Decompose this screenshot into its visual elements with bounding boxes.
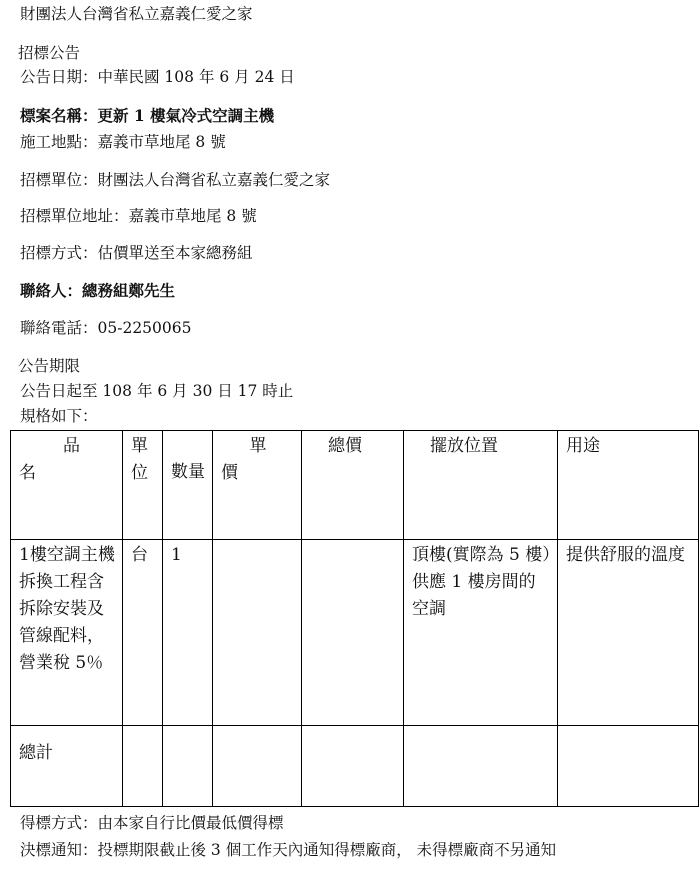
total-empty-cell: [558, 726, 699, 807]
item-name-cell: 1樓空調主機拆換工程含拆除安裝及管線配料，營業稅 5％: [11, 540, 123, 726]
award-method: 得標方式：由本家自行比價最低價得標: [20, 814, 284, 832]
period-text: 公告日起至 108 年 6 月 30 日 17 時止: [20, 382, 294, 400]
spec-intro: 規格如下：: [20, 407, 98, 425]
item-location-cell: 頂樓(實際為 5 樓）供應 1 樓房間的空調: [404, 540, 558, 726]
total-empty-cell: [302, 726, 404, 807]
contact-person: 聯絡人：總務組鄭先生: [20, 281, 176, 300]
total-empty-cell: [163, 726, 213, 807]
project-name: 標案名稱：更新 1 樓氣冷式空調主機: [20, 106, 275, 125]
award-notification: 決標通知：投標期限截止後 3 個工作天內通知得標廠商， 未得標廠商不另通知: [20, 841, 557, 859]
table-row: [11, 540, 699, 726]
total-empty-cell: [213, 726, 302, 807]
item-unit-cell: 台: [123, 540, 163, 726]
item-quantity-cell: 1: [163, 540, 213, 726]
notice-heading: 招標公告: [18, 44, 81, 62]
header-item-name: 品 名: [11, 431, 123, 540]
period-heading: 公告期限: [18, 357, 81, 375]
item-total-cell: [302, 540, 404, 726]
header-unit-price: 單 價: [213, 431, 302, 540]
header-location: 擺放位置: [404, 431, 558, 540]
org-title: 財團法人台灣省私立嘉義仁愛之家: [20, 5, 253, 23]
table-total-row: [11, 726, 699, 807]
tender-unit-address: 招標單位地址：嘉義市草地尾 8 號: [20, 207, 257, 225]
header-unit: 單位: [123, 431, 163, 540]
total-empty-cell: [404, 726, 558, 807]
notice-date: 公告日期：中華民國 108 年 6 月 24 日: [20, 68, 295, 86]
total-label-cell: 總計: [11, 726, 123, 807]
header-quantity: 數量: [163, 431, 213, 540]
spec-table: [10, 430, 699, 807]
contact-phone: 聯絡電話：05-2250065: [20, 319, 192, 337]
header-usage: 用途: [558, 431, 699, 540]
table-header-row: [11, 431, 699, 540]
item-price-cell: [213, 540, 302, 726]
item-usage-cell: 提供舒服的溫度: [558, 540, 699, 726]
construction-site: 施工地點：嘉義市草地尾 8 號: [20, 133, 226, 151]
tender-method: 招標方式：估價單送至本家總務組: [20, 244, 253, 262]
total-empty-cell: [123, 726, 163, 807]
header-total-price: 總價: [302, 431, 404, 540]
tender-unit: 招標單位：財團法人台灣省私立嘉義仁愛之家: [20, 171, 331, 189]
